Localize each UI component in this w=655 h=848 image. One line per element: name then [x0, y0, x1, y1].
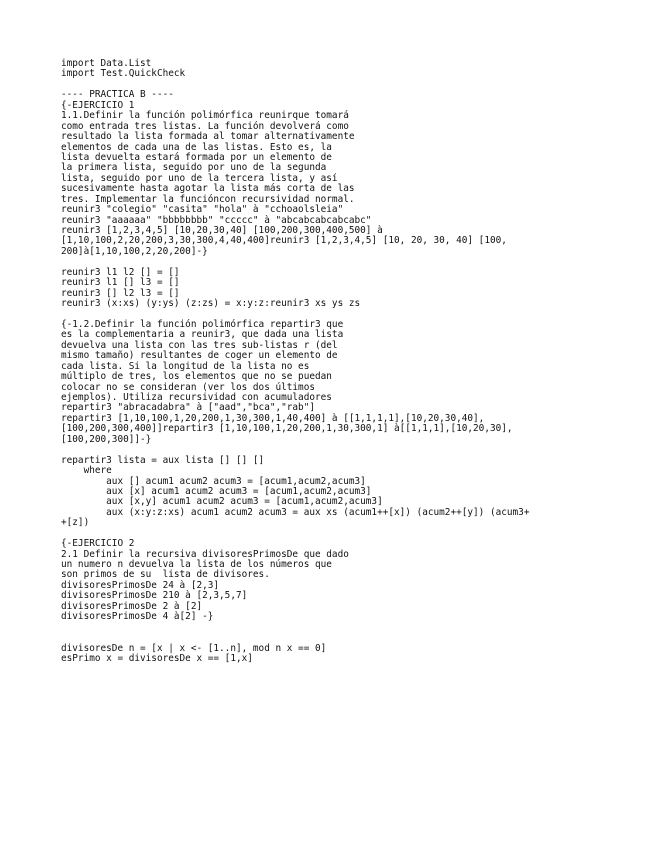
code-line: repartir3 lista = aux lista [] [] []: [61, 454, 265, 466]
code-line: 200]à[1,10,100,2,20,200]-}: [61, 245, 208, 257]
code-line: [61, 529, 621, 539]
code-line: aux [x] acum1 acum2 acum3 = [acum1,acum2,acum3]: [61, 485, 372, 497]
code-line: colocar no se consideran (ver los dos últimos: [61, 381, 315, 393]
code-line: import Data.List: [61, 58, 152, 69]
code-line: devuelva una lista con las tres sub-listas r (del: [61, 339, 338, 351]
code-line: repartir3 [1,10,100,1,20,200,1,30,300,1,40,400] à [[1,1,1,1],[10,20,30,40],: [61, 412, 485, 424]
code-line: 1.1.Definir la función polimórfica reunirque tomará: [61, 110, 349, 122]
code-line: un numero n devuelva la lista de los números que: [61, 559, 332, 570]
code-line: import Test.QuickCheck: [61, 68, 186, 80]
code-line: resultado la lista formada al tomar alternativamente: [61, 131, 355, 143]
code-line: aux [x,y] acum1 acum2 acum3 = [acum1,acum2,acum3]: [61, 496, 383, 508]
code-line: {-EJERCICIO 1: [61, 99, 135, 111]
code-line: where: [61, 465, 112, 477]
code-line: tres. Implementar la funcióncon recursividad normal.: [61, 193, 355, 205]
code-line: la primera lista, seguido por uno de la segunda: [61, 162, 327, 174]
code-line: 2.1 Definir la recursiva divisoresPrimosDe que dado: [61, 548, 349, 560]
code-line: reunir3 "aaaaaa" "bbbbbbbb" "ccccc" à "abcabcabcabcabc": [61, 214, 372, 226]
code-line: [1,10,100,2,20,200,3,30,300,4,40,400]reunir3 [1,2,3,4,5] [10, 20, 30, 40] [100,: [61, 235, 507, 247]
code-line: mismo tamaño) resultantes de coger un elemento de: [61, 350, 338, 362]
code-line: lista, seguido por uno de la tercera lista, y así: [61, 172, 338, 184]
code-line: [61, 633, 621, 643]
code-line: reunir3 [1,2,3,4,5] [10,20,30,40] [100,200,300,400,500] à: [61, 225, 383, 236]
code-line: divisoresPrimosDe 24 à [2,3]: [61, 579, 220, 591]
code-line: es la complementaria a reunir3, que dada una lista: [61, 329, 344, 341]
code-line: reunir3 [] l2 l3 = []: [61, 287, 180, 299]
code-line: divisoresDe n = [x | x <- [1..n], mod n x == 0]: [61, 642, 327, 654]
code-line: lista devuelta estará formada por un elemento de: [61, 151, 332, 163]
code-line: ---- PRACTICA B ----: [61, 89, 174, 101]
code-line: elementos de cada una de las listas. Esto es, la: [61, 141, 332, 153]
code-line: múltiplo de tres, los elementos que no se puedan: [61, 371, 332, 383]
code-line: cada lista. Si la longitud de la lista no es: [61, 360, 310, 372]
code-line: aux [] acum1 acum2 acum3 = [acum1,acum2,acum3]: [61, 475, 366, 487]
code-line: reunir3 l1 l2 [] = []: [61, 266, 180, 278]
code-line: repartir3 "abracadabra" à ["aad","bca","rab"]: [61, 402, 315, 414]
code-line: [100,200,300,400]]repartir3 [1,10,100,1,20,200,1,30,300,1] à[[1,1,1],[10,20,30],: [61, 423, 513, 435]
code-line: aux (x:y:z:xs) acum1 acum2 acum3 = aux xs (acum1++[x]) (acum2++[y]) (acum3+: [61, 506, 530, 518]
code-line: [61, 623, 621, 633]
code-line: ejemplos). Utiliza recursividad con acumuladores: [61, 392, 332, 403]
code-line: {-EJERCICIO 2: [61, 538, 135, 550]
code-text: [61, 59, 621, 664]
code-line: son primos de su lista de divisores.: [61, 569, 270, 581]
code-line: +[z]): [61, 517, 90, 529]
code-line: divisoresPrimosDe 2 à [2]: [61, 600, 203, 612]
code-line: [100,200,300]]-}: [61, 433, 152, 445]
code-line: esPrimo x = divisoresDe x == [1,x]: [61, 652, 253, 664]
code-line: reunir3 l1 [] l3 = []: [61, 277, 180, 289]
code-line: divisoresPrimosDe 210 à [2,3,5,7]: [61, 590, 248, 602]
code-line: reunir3 "colegio" "casita" "hola" à "cchoaolsleia": [61, 204, 344, 216]
code-line: reunir3 (x:xs) (y:ys) (z:zs) = x:y:z:reunir3 xs ys zs: [61, 298, 361, 310]
code-line: divisoresPrimosDe 4 à[2] -}: [61, 611, 214, 623]
code-line: como entrada tres listas. La función devolverá como: [61, 120, 349, 132]
code-line: sucesivamente hasta agotar la lista más corta de las: [61, 183, 355, 195]
code-line: {-1.2.Definir la función polimórfica repartir3 que: [61, 318, 344, 330]
